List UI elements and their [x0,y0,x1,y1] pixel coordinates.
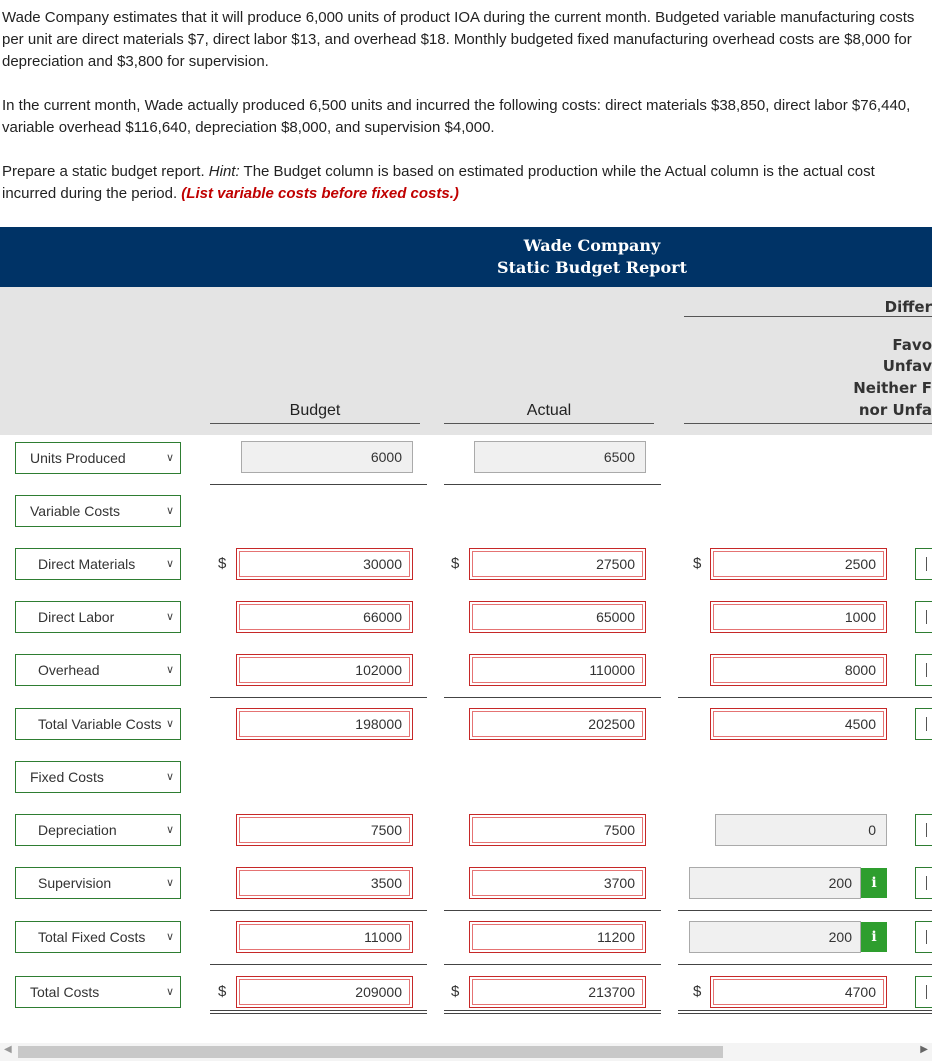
budget-header-underline [210,423,420,424]
budget-input-direct-materials[interactable]: 30000 [236,548,413,580]
chevron-down-icon: ∨ [165,505,174,517]
difference-subheader-unfavorable: Unfav [882,357,932,375]
chevron-down-icon: ∨ [165,824,174,836]
difference-header-overline [684,316,932,317]
difference-input-depreciation[interactable]: 0 [715,814,887,846]
rule [444,964,661,965]
problem-paragraph-1: Wade Company estimates that it will produce 6,000 units of product IOA during the current month. Budgeted variable manufacturing costs per unit are direct materials $7, direct labor $13, and overhead $18. Monthly budgeted fixed manufacturing overhead costs are $8,000 for depreciation and $3,800 for supervision. [2,9,915,70]
problem-paragraph-3 [2,161,930,205]
actual-header-underline [444,423,654,424]
scrollbar-thumb[interactable] [18,1046,723,1058]
actual-input-depreciation[interactable]: 7500 [469,814,646,846]
rule [210,964,427,965]
dollar-sign: $ [451,555,460,572]
report-title: Static Budget Report [497,258,687,277]
budget-input-supervision[interactable]: 3500 [236,867,413,899]
actual-input-direct-materials[interactable]: 27500 [469,548,646,580]
row-label-select-fixed-costs[interactable] [15,761,181,793]
chevron-down-icon: ∨ [165,986,174,998]
hint-text: The Budget column is based on estimated production while the Actual column is the actual cost incurred during the period. [2,163,875,202]
row-label-select-units-produced[interactable] [15,442,181,474]
favorable-select-total-variable-costs[interactable] [915,708,932,740]
chevron-down-icon: ∨ [165,877,174,889]
select-label: Fixed Costs [30,769,104,785]
rule [210,910,427,911]
favorable-select-direct-labor[interactable] [915,601,932,633]
difference-input-overhead[interactable]: 8000 [710,654,887,686]
scroll-right-arrow-icon[interactable]: ▶ [920,1044,928,1055]
info-icon[interactable]: i [861,868,887,898]
rule [210,697,427,698]
row-label-select-total-fixed-costs[interactable] [15,921,181,953]
select-label: Depreciation [38,822,117,838]
hint-label: Hint: [208,163,240,180]
difference-input-total-fixed-costs[interactable]: 200 [689,921,861,953]
double-rule [678,1010,932,1014]
select-label: Units Produced [30,450,126,466]
row-label-select-supervision[interactable] [15,867,181,899]
report-banner [0,227,932,287]
select-label: Total Fixed Costs [38,929,146,945]
scroll-left-arrow-icon[interactable]: ◀ [4,1044,12,1055]
difference-input-direct-materials[interactable]: 2500 [710,548,887,580]
actual-input-total-variable-costs[interactable]: 202500 [469,708,646,740]
select-text-edge [926,717,927,731]
select-label: Supervision [38,875,112,891]
dollar-sign: $ [693,555,702,572]
dollar-sign: $ [693,983,702,1000]
row-label-select-overhead[interactable] [15,654,181,686]
dollar-sign: $ [218,555,227,572]
select-label: Direct Materials [38,556,136,572]
select-label: Direct Labor [38,609,115,625]
difference-header-underline [684,423,932,424]
horizontal-scrollbar[interactable] [0,1043,932,1061]
chevron-down-icon: ∨ [165,771,174,783]
rule [678,910,932,911]
select-label: Overhead [38,662,100,678]
difference-input-direct-labor[interactable]: 1000 [710,601,887,633]
favorable-select-depreciation[interactable] [915,814,932,846]
actual-input-supervision[interactable]: 3700 [469,867,646,899]
info-icon[interactable]: i [861,922,887,952]
chevron-down-icon: ∨ [165,664,174,676]
budget-input-total-fixed-costs[interactable]: 11000 [236,921,413,953]
select-text-edge [926,985,927,999]
select-label: Total Costs [30,984,100,1000]
select-label: Total Variable Costs [38,716,162,732]
actual-input-total-fixed-costs[interactable]: 11200 [469,921,646,953]
row-label-select-total-variable-costs[interactable] [15,708,181,740]
difference-input-total-costs[interactable]: 4700 [710,976,887,1008]
rule [444,910,661,911]
actual-input-direct-labor[interactable]: 65000 [469,601,646,633]
double-rule [444,1010,661,1014]
favorable-select-overhead[interactable] [915,654,932,686]
row-label-select-variable-costs[interactable] [15,495,181,527]
rule [444,484,661,485]
select-text-edge [926,610,927,624]
company-name: Wade Company [523,236,661,255]
difference-subheader-neither: Neither F [853,379,932,397]
row-label-select-total-costs[interactable] [15,976,181,1008]
select-label: Variable Costs [30,503,121,519]
budget-input-total-costs[interactable]: 209000 [236,976,413,1008]
select-text-edge [926,930,927,944]
hint-red-note: (List variable costs before fixed costs.) [181,185,459,202]
rule [678,964,932,965]
rule [444,697,661,698]
rule [210,484,427,485]
column-header-difference: Differ [884,298,932,316]
difference-input-total-variable-costs[interactable]: 4500 [710,708,887,740]
row-label-select-direct-labor[interactable] [15,601,181,633]
rule [678,697,932,698]
favorable-select-total-fixed-costs[interactable] [915,921,932,953]
chevron-down-icon: ∨ [165,452,174,464]
select-text-edge [926,557,927,571]
column-header-actual: Actual [526,402,572,419]
select-text-edge [926,663,927,677]
dollar-sign: $ [218,983,227,1000]
instruction-text: Prepare a static budget report. [2,163,209,180]
dollar-sign: $ [451,983,460,1000]
actual-input-units-produced[interactable]: 6500 [474,441,646,473]
difference-subheader-favorable: Favo [892,336,932,354]
budget-input-direct-labor[interactable]: 66000 [236,601,413,633]
favorable-select-supervision[interactable] [915,867,932,899]
favorable-select-total-costs[interactable] [915,976,932,1008]
actual-input-total-costs[interactable]: 213700 [469,976,646,1008]
problem-paragraph-2: In the current month, Wade actually produced 6,500 units and incurred the following costs: direct materials $38,850, direct labor $76,440, variable overhead $116,640, depreciation $8,000, and supervision $4,000. [2,97,911,136]
budget-input-depreciation[interactable]: 7500 [236,814,413,846]
budget-input-total-variable-costs[interactable]: 198000 [236,708,413,740]
favorable-select-direct-materials[interactable] [915,548,932,580]
chevron-down-icon: ∨ [165,558,174,570]
chevron-down-icon: ∨ [165,931,174,943]
row-label-select-depreciation[interactable] [15,814,181,846]
budget-input-overhead[interactable]: 102000 [236,654,413,686]
column-header-budget: Budget [289,402,341,419]
row-label-select-direct-materials[interactable] [15,548,181,580]
chevron-down-icon: ∨ [165,611,174,623]
chevron-down-icon: ∨ [165,718,174,730]
difference-input-supervision[interactable]: 200 [689,867,861,899]
actual-input-overhead[interactable]: 110000 [469,654,646,686]
difference-subheader-nor: nor Unfa [858,401,932,419]
double-rule [210,1010,427,1014]
select-text-edge [926,876,927,890]
budget-input-units-produced[interactable]: 6000 [241,441,413,473]
select-text-edge [926,823,927,837]
